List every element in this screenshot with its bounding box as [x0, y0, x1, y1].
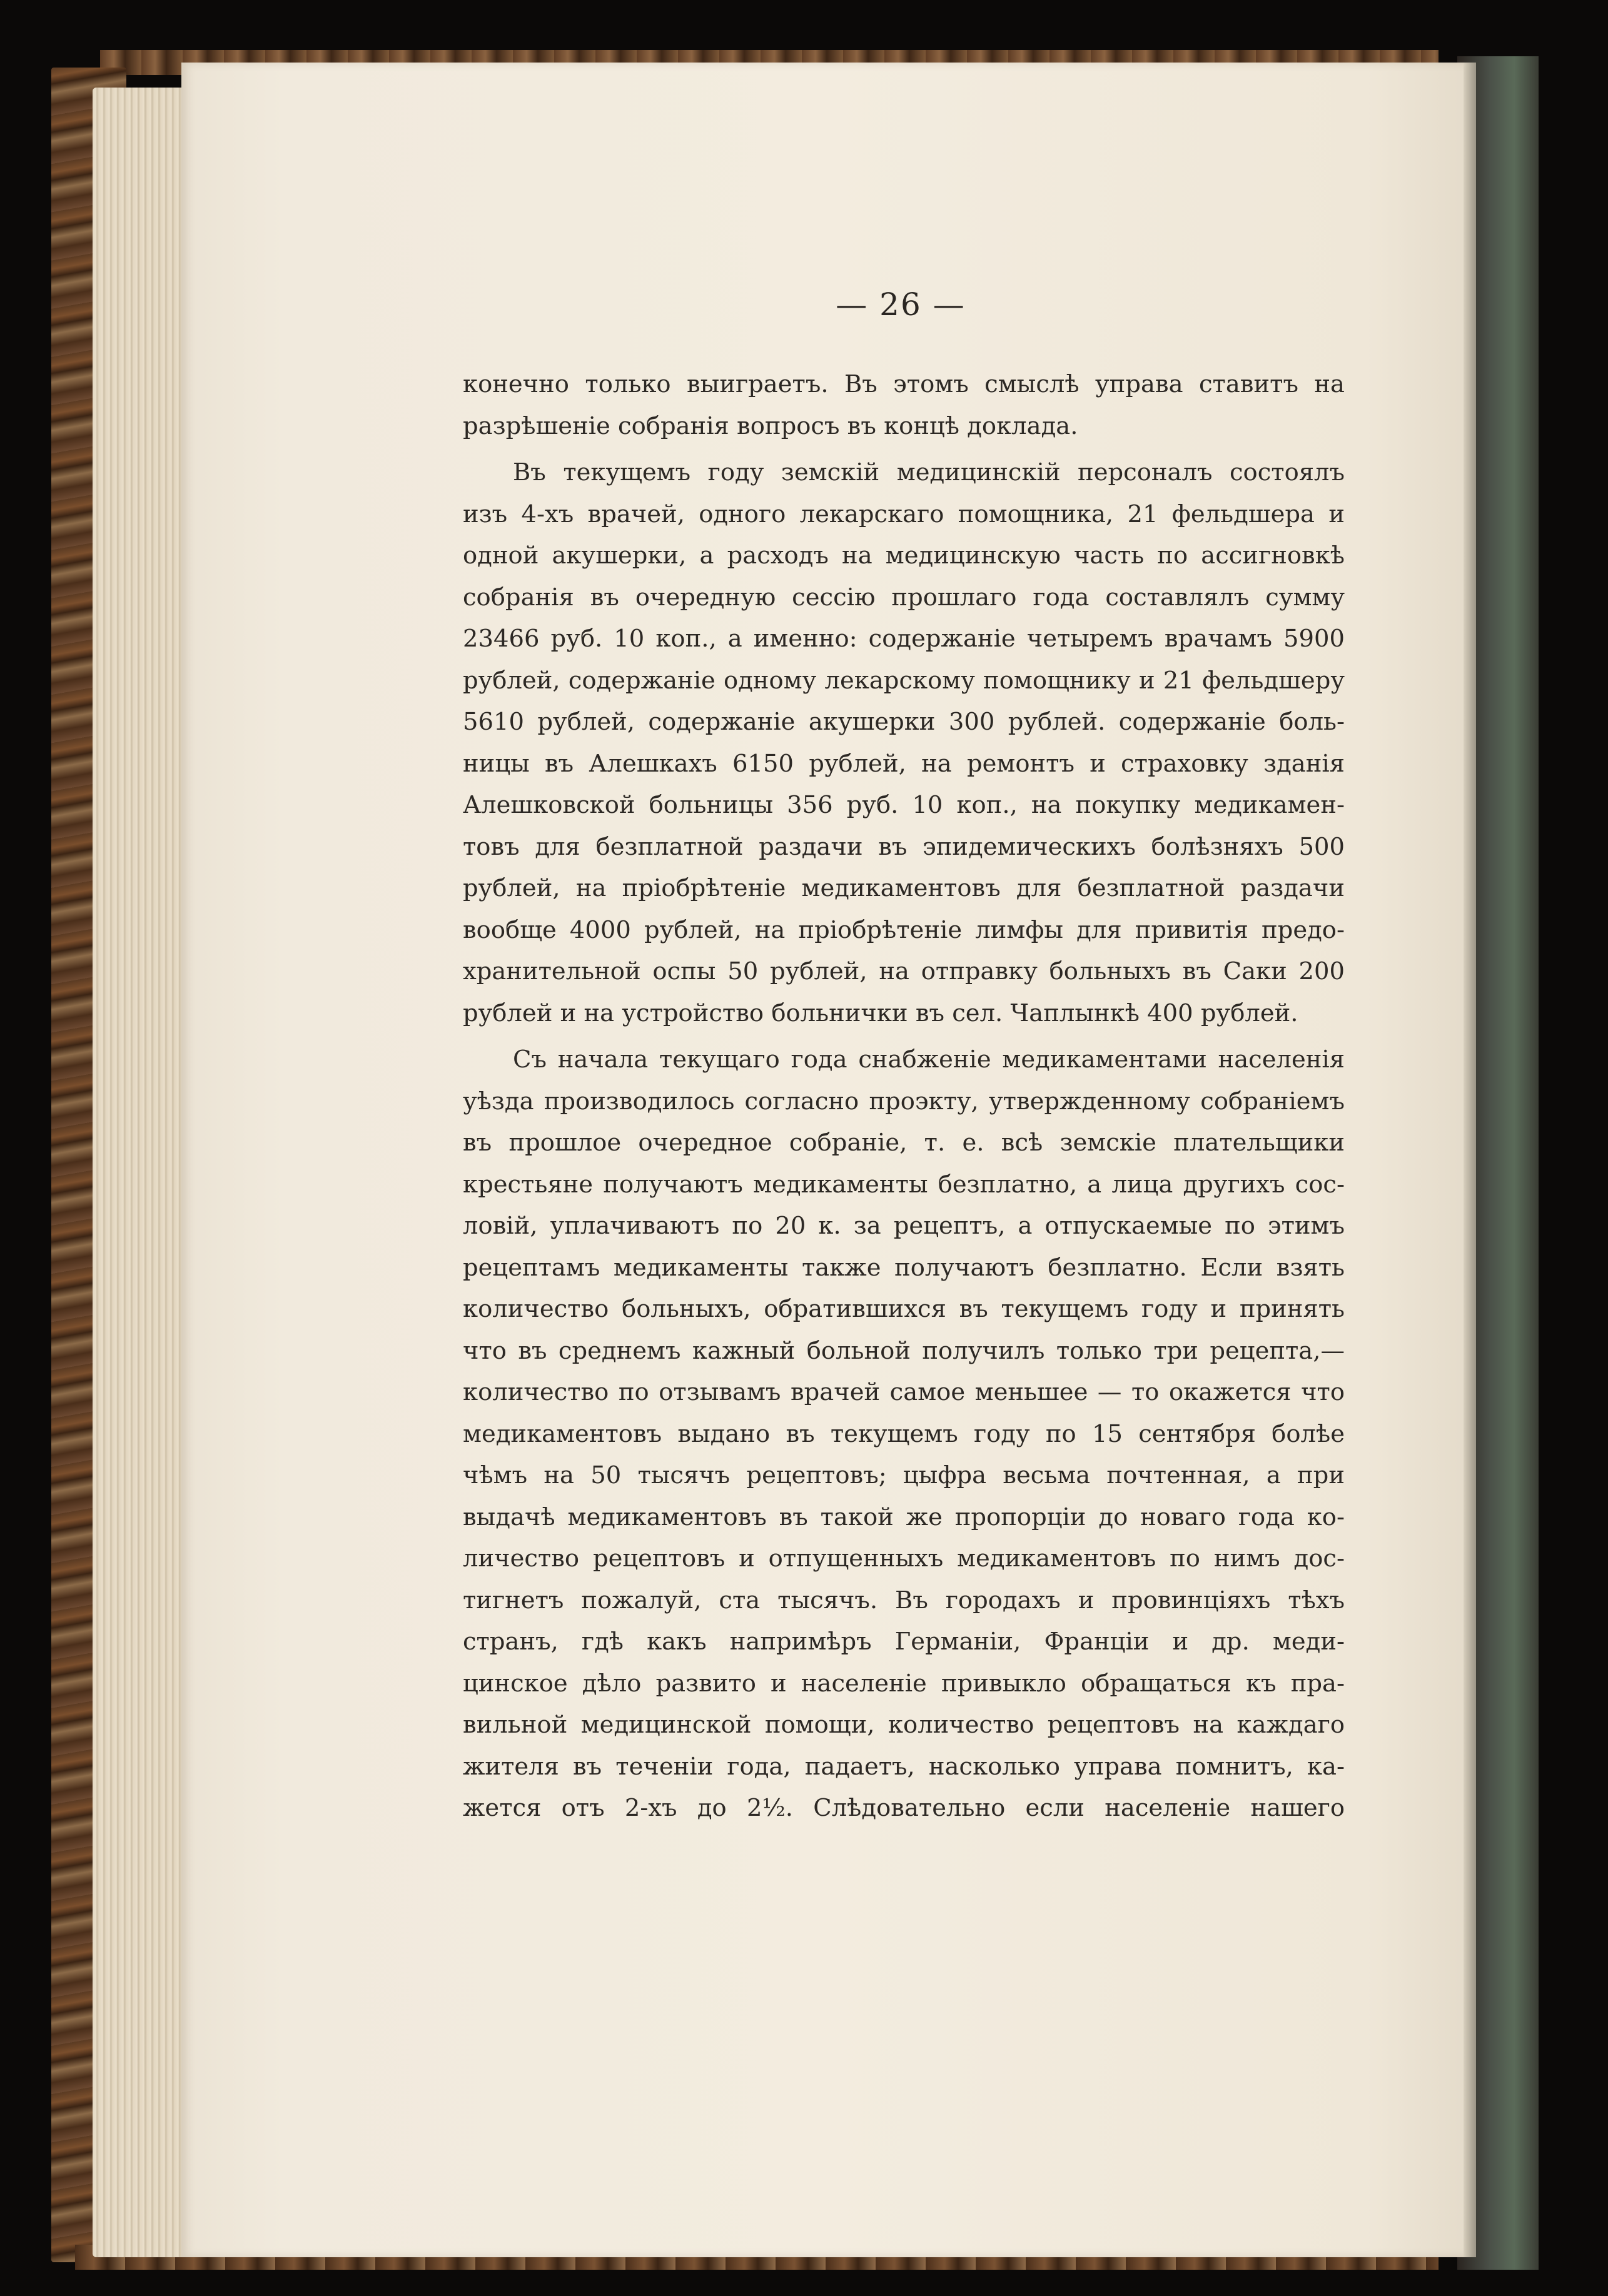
page-gutter: [1464, 63, 1476, 2257]
text-line: вообще 4000 рублей, на пріобрѣтеніе лимфы для привитія предо-: [463, 915, 1345, 944]
text-line: медикаментовъ выдано въ текущемъ году по 15 сентября болѣе: [463, 1419, 1345, 1448]
text-line: собранія въ очередную сессію прошлаго года составлялъ сумму: [463, 583, 1345, 612]
text-line: рецептамъ медикаменты также получаютъ безплатно. Если взять: [463, 1253, 1345, 1282]
text-line: хранительной оспы 50 рублей, на отправку больныхъ въ Саки 200: [463, 957, 1345, 985]
text-line: крестьяне получаютъ медикаменты безплатно, а лица другихъ сос-: [463, 1170, 1345, 1199]
text-line: вильной медицинской помощи, количество рецептовъ на каждаго: [463, 1711, 1345, 1739]
text-line: рублей, на пріобрѣтеніе медикаментовъ для безплатной раздачи: [463, 874, 1345, 902]
page-number: — 26 —: [836, 286, 966, 323]
text-line: изъ 4-хъ врачей, одного лекарскаго помощника, 21 фельдшера и: [463, 500, 1345, 528]
text-line: количество по отзывамъ врачей самое меньшее — то окажется что: [463, 1378, 1345, 1406]
text-line: разрѣшеніе собранія вопросъ въ концѣ доклада.: [463, 411, 1078, 440]
text-line: Въ текущемъ году земскій медицинскій персоналъ состоялъ: [513, 458, 1345, 486]
text-line: тигнетъ пожалуй, ста тысячъ. Въ городахъ и провинціяхъ тѣхъ: [463, 1586, 1345, 1614]
text-line: чѣмъ на 50 тысячъ рецептовъ; цыфра весьма почтенная, а при: [463, 1461, 1345, 1489]
page-body-text: [463, 364, 1345, 1830]
text-line: товъ для безплатной раздачи въ эпидемическихъ болѣзняхъ 500: [463, 832, 1345, 861]
text-line: что въ среднемъ кажный больной получилъ только три рецепта,—: [463, 1336, 1345, 1365]
text-line: рублей и на устройство больнички въ сел. Чаплынкѣ 400 рублей.: [463, 999, 1298, 1027]
text-line: личество рецептовъ и отпущенныхъ медикаментовъ по нимъ дос-: [463, 1544, 1345, 1573]
text-line: рублей, содержаніе одному лекарскому помощнику и 21 фельдшеру: [463, 666, 1345, 695]
text-line: ловій, уплачиваютъ по 20 к. за рецептъ, а отпускаемые по этимъ: [463, 1212, 1345, 1240]
stacked-page-edges: [93, 88, 186, 2257]
text-line: количество больныхъ, обратившихся въ текущемъ году и принять: [463, 1295, 1345, 1323]
text-line: странъ, гдѣ какъ напримѣръ Германіи, Франціи и др. меди-: [463, 1628, 1345, 1656]
text-line: конечно только выиграетъ. Въ этомъ смыслѣ управа ставитъ на: [463, 370, 1345, 398]
text-line: одной акушерки, а расходъ на медицинскую часть по ассигновкѣ: [463, 541, 1345, 570]
text-line: жется отъ 2-хъ до 2½. Слѣдовательно если населеніе нашего: [463, 1794, 1345, 1822]
text-line: 5610 рублей, содержаніе акушерки 300 рублей. содержаніе боль-: [463, 708, 1345, 736]
text-line: выдачѣ медикаментовъ въ такой же пропорціи до новаго года ко-: [463, 1503, 1345, 1531]
text-line: уѣзда производилось согласно проэкту, утвержденному собраніемъ: [463, 1087, 1345, 1115]
text-line: жителя въ теченіи года, падаетъ, насколько управа помнитъ, ка-: [463, 1752, 1345, 1781]
text-line: ницы въ Алешкахъ 6150 рублей, на ремонтъ и страховку зданія: [463, 749, 1345, 778]
text-line: Съ начала текущаго года снабженіе медикаментами населенія: [513, 1045, 1345, 1074]
text-line: 23466 руб. 10 коп., а именно: содержаніе четыремъ врачамъ 5900: [463, 625, 1345, 653]
text-line: Алешковской больницы 356 руб. 10 коп., на покупку медикамен-: [463, 791, 1345, 819]
text-line: цинское дѣло развито и населеніе привыкло обращаться къ пра-: [463, 1669, 1345, 1698]
text-line: въ прошлое очередное собраніе, т. е. всѣ земскіе плательщики: [463, 1129, 1345, 1157]
